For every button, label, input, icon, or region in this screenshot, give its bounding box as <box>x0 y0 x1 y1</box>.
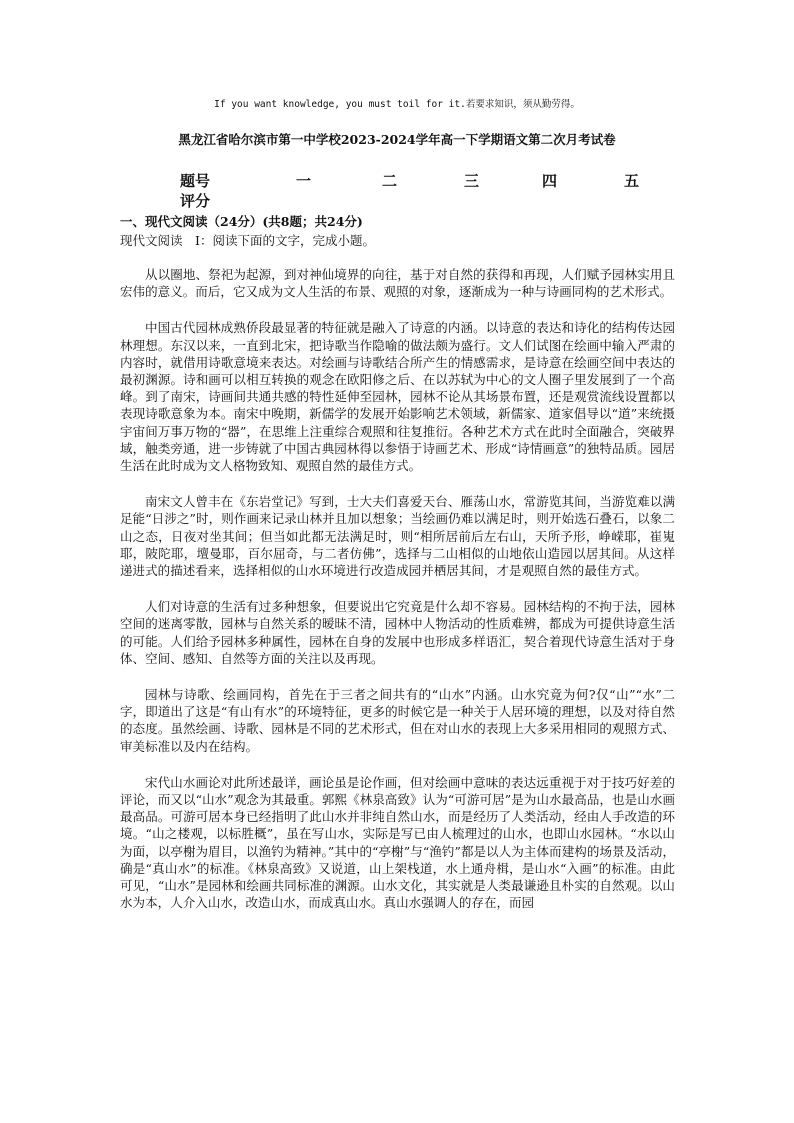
section-heading: 一、现代文阅读（24分）(共8题；共24分) <box>120 214 363 229</box>
score-table-score-row <box>180 190 660 208</box>
question-number-label: 题号 <box>180 172 211 190</box>
reading-instruction: 现代文阅读 Ⅰ：阅读下面的文字，完成小题。 <box>120 233 375 248</box>
score-table-header-row <box>180 170 660 188</box>
motto-header: If you want knowledge, you must toil for it.若要求知识，须从勤劳得。 <box>214 99 580 110</box>
score-label: 评分 <box>180 192 211 210</box>
exam-title: 黑龙江省哈尔滨市第一中学校2023-2024学年高一下学期语文第二次月考试卷 <box>178 132 616 147</box>
passage-paragraph: 园林与诗歌、绘画同构，首先在于三者之间共有的“山水”内涵。山水究竟为何?仅“山”“水”二字，即道出了这是“有山有水”的环境特征，更多的时候它是一种关于人居环境的理想，以及对待自然的态度。虽然绘画、诗歌、园林是不同的艺术形式，但在对山水的表现上大多采用相同的观照方式、审美标准以及内在结构。 <box>120 687 675 754</box>
column-four: 四 <box>542 172 558 190</box>
column-three: 三 <box>464 172 480 190</box>
column-five: 五 <box>624 172 640 190</box>
passage-paragraph: 宋代山水画论对此所述最详，画论虽是论作画，但对绘画中意味的表达远重视于对于技巧好差的评论，而又以“山水”观念为其最重。郭熙《林泉高致》认为“可游可居”是为山水最高品，也是山水画最高品。可游可居本身已经指明了此山水并非纯自然山水，而是经历了人类活动，经由人手改造的环境。“山之楼观，以标胜概”，虽在写山水，实际是写已由人梳理过的山水，也即山水园林。“水以山为面，以亭榭为眉目，以渔钓为精神。”其中的“亭榭”与“渔钓”都是以人为主体而建构的场景及活动，确是“真山水”的标准。《林泉高致》又说道，山上架栈道，水上通舟楫，是山水“入画”的标准。由此可见，“山水”是园林和绘画共同标准的渊源。山水文化，其实就是人类最谦逊且朴实的自然观。以山水为本，人介入山水，改造山水，而成真山水。真山水强调人的存在，而园 <box>120 774 675 911</box>
passage-paragraph: 中国古代园林成熟侨段最显著的特征就是融入了诗意的内涵。以诗意的表达和诗化的结构传达园林理想。东汉以来，一直到北宋，把诗歌当作隐喻的做法颇为盛行。文人们试图在绘画中输入严肃的内容时，就借用诗歌意境来表达。对绘画与诗歌结合所产生的情感需求，是诗意在绘画空间中表达的最初渊源。诗和画可以相互转换的观念在欧阳修之后、在以苏轼为中心的文人圈子里发展到了一个高峰。到了南宋，诗画间共通共感的特性延伸至园林，园林不论从其场景布置，还是观赏流线设置都以表现诗歌意象为本。南宋中晚期，新儒学的发展开始影响艺术领域，新儒家、道家倡导以“道”来统摄宇宙间万事万物的“器”，在思维上注重综合观照和往复推衍。各种艺术方式在此时全面融合，突破界域，触类旁通，进一步铸就了中国古典园林得以参悟于诗画艺术、形成“诗情画意”的独特品质。园居生活在此时成为文人格物致知、观照自然的最佳方式。 <box>120 320 675 474</box>
score-table <box>180 170 660 210</box>
column-two: 二 <box>382 172 398 190</box>
reading-passage <box>120 266 675 931</box>
passage-paragraph: 从以圈地、祭祀为起源，到对神仙境界的向往，基于对自然的获得和再现，人们赋予园林实用且宏伟的意义。而后，它又成为文人生活的布景、观照的对象，逐渐成为一种与诗画同构的艺术形式。 <box>120 267 675 300</box>
passage-paragraph: 人们对诗意的生活有过多种想象，但要说出它究竟是什么却不容易。园林结构的不拘于法，园林空间的迷离零散，园林与自然关系的暧昧不清，园林中人物活动的性质难辨，都成为可提供诗意生活的可能。人们给予园林多种属性，园林在自身的发展中也形成多样语汇，契合着现代诗意生活对于身体、空间、感知、自然等方面的关注以及再现。 <box>120 599 675 666</box>
column-one: 一 <box>296 172 312 190</box>
passage-paragraph: 南宋文人曾丰在《东岩堂记》写到，士大夫们喜爱天台、雁荡山水，常游览其间，当游览难以满足能“日涉之”时，则作画来记录山林并且加以想象；当绘画仍难以满足时，则开始选石叠石，以象二山之态，日夜对坐其间；但当如此都无法满足时，则“相所居前后左右山，天所予形，峥嵘耶，崔嵬耶，陂陀耶，壇曼耶，百尔屈奇，与二者仿佛”，选择与二山相似的山地依山造园以居其间。从这样递进式的描述看来，选择相似的山水环境进行改造成园并栖居其间，才是观照自然的最佳方式。 <box>120 494 675 579</box>
